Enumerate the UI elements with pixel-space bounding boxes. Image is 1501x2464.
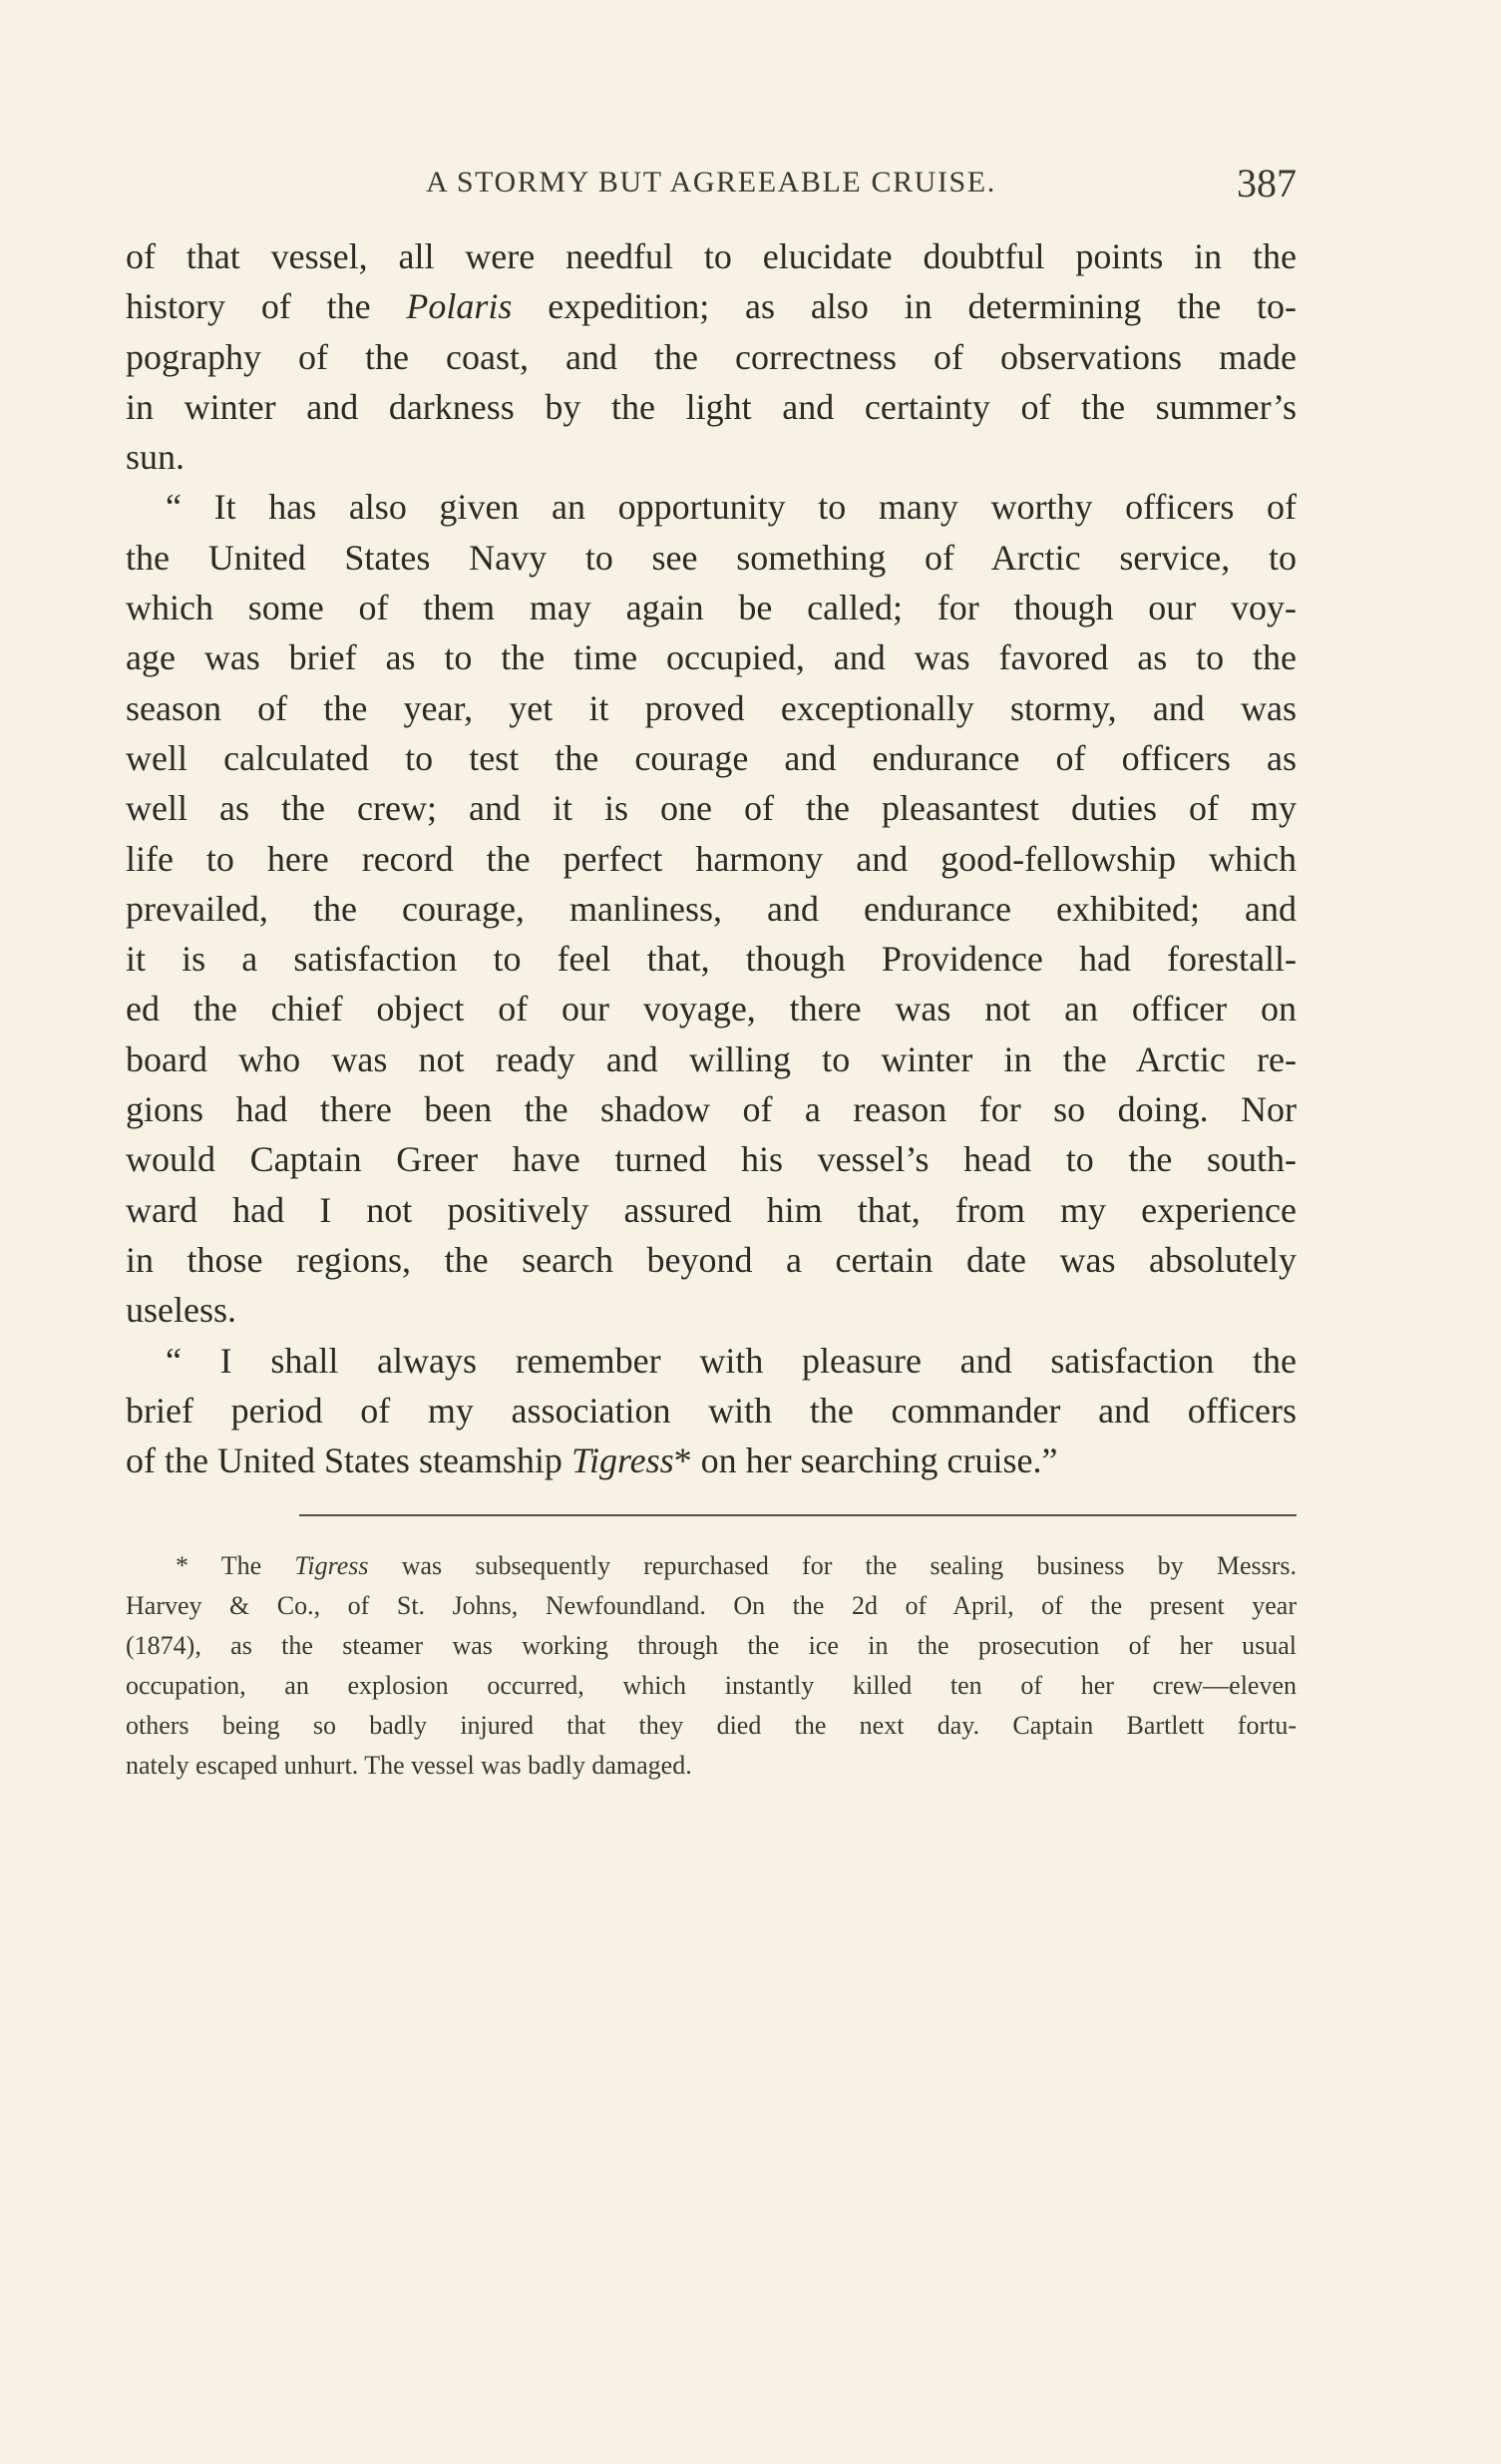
- text-line: which some of them may again be called; for though our voy-: [126, 588, 1297, 628]
- running-title: A STORMY BUT AGREEABLE CRUISE.: [426, 166, 996, 199]
- footnote-marker: * on her searching cruise.”: [673, 1440, 1058, 1481]
- text-line: would Captain Greer have turned his vessel’s head to the south-: [126, 1139, 1297, 1180]
- text-line: prevailed, the courage, manliness, and endurance exhibited; and: [126, 888, 1297, 929]
- footnote-line: occupation, an explosion occurred, which instantly killed ten of her crew—eleven: [126, 1671, 1297, 1700]
- footnote-line: others being so badly injured that they died the next day. Captain Bartlett fortu-: [126, 1711, 1297, 1740]
- text-line: of that vessel, all were needful to elucidate doubtful points in the: [126, 236, 1297, 276]
- text-line: well as the crew; and it is one of the pleasantest duties of my: [126, 788, 1297, 829]
- text-line: in winter and darkness by the light and certainty of the summer’s: [126, 386, 1297, 427]
- text-line: useless.: [126, 1290, 236, 1331]
- footnote-line: (1874), as the steamer was working through the ice in the prosecution of her usual: [126, 1631, 1297, 1660]
- text-line: season of the year, yet it proved exceptionally stormy, and was: [126, 687, 1297, 728]
- text-line: in those regions, the search beyond a certain date was absolutely: [126, 1239, 1297, 1280]
- page-number: 387: [1237, 161, 1297, 205]
- text-line: board who was not ready and willing to winter in the Arctic re-: [126, 1038, 1297, 1079]
- text-line: it is a satisfaction to feel that, though Providence had forestall-: [126, 939, 1297, 980]
- text-line: pography of the coast, and the correctness of observations made: [126, 336, 1297, 377]
- text-line: history of the Polaris expedition; as also in determining the to-: [126, 286, 1297, 327]
- text-line: sun.: [126, 437, 186, 478]
- footnote: [126, 1546, 1297, 1786]
- text-line: gions had there been the shadow of a reason for so doing. Nor: [126, 1089, 1297, 1130]
- text-line: “ It has also given an opportunity to many worthy officers of: [166, 487, 1297, 528]
- body-text: [126, 231, 1297, 1485]
- paragraph: [126, 482, 1297, 1335]
- ship-name-tigress: Tigress: [294, 1551, 369, 1580]
- text-line: of the United States steamship Tigress* on her searching cruise.”: [126, 1440, 1058, 1481]
- text-line: “ I shall always remember with pleasure and satisfaction the: [166, 1340, 1297, 1381]
- text-line: age was brief as to the time occupied, and was favored as to the: [126, 637, 1297, 678]
- text-line: ward had I not positively assured him that, from my experience: [126, 1189, 1297, 1230]
- ship-name-polaris: Polaris: [406, 286, 513, 327]
- ship-name-tigress: Tigress: [570, 1440, 674, 1481]
- text-line: life to here record the perfect harmony and good-fellowship which: [126, 838, 1297, 879]
- text-line: brief period of my association with the commander and officers: [126, 1390, 1297, 1431]
- footnote-rule: [299, 1514, 1297, 1516]
- footnote-line: Harvey & Co., of St. Johns, Newfoundland. On the 2d of April, of the present year: [126, 1591, 1297, 1620]
- text-line: the United States Navy to see something of Arctic service, to: [126, 537, 1297, 578]
- footnote-line: * The Tigress was subsequently repurchased for the sealing business by Messrs.: [176, 1551, 1297, 1580]
- paragraph: [126, 1336, 1297, 1486]
- text-line: well calculated to test the courage and endurance of officers as: [126, 737, 1297, 778]
- footnote-line: nately escaped unhurt. The vessel was badly damaged.: [126, 1751, 692, 1780]
- paragraph: [126, 231, 1297, 482]
- text-line: ed the chief object of our voyage, there was not an officer on: [126, 989, 1297, 1029]
- running-head: [126, 160, 1297, 209]
